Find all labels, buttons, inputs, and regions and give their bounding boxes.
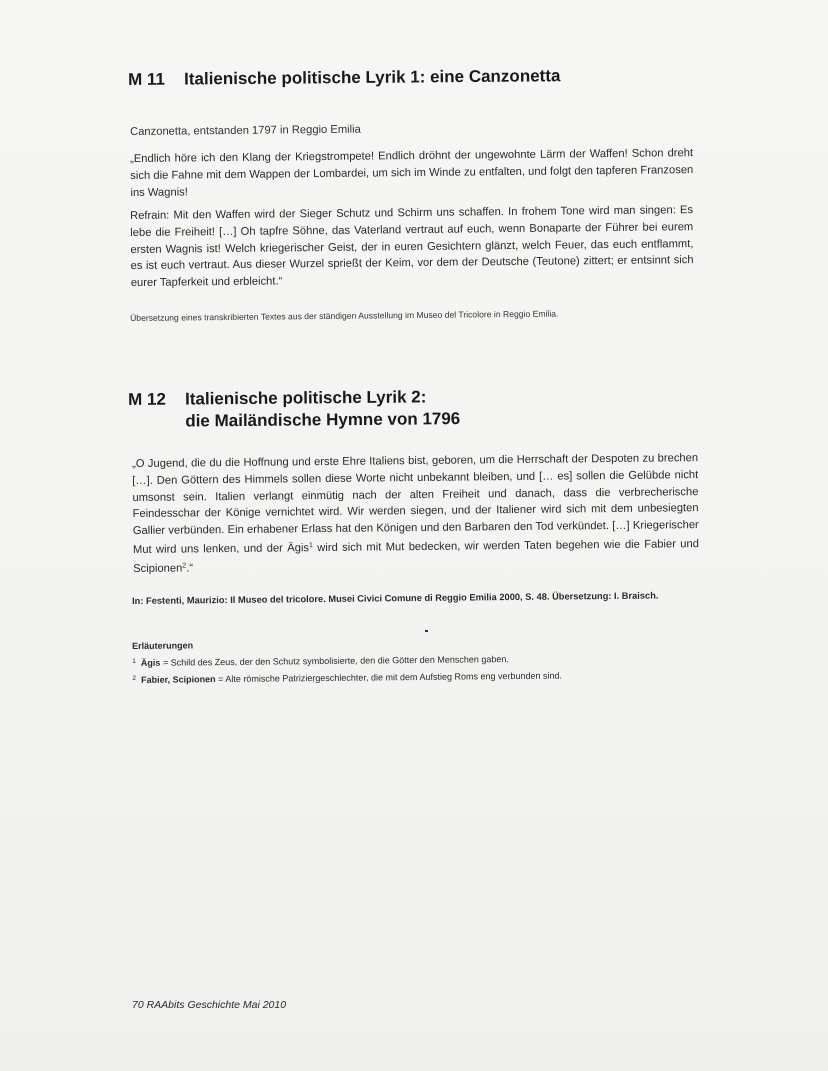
footnote-ref-1: 1 (308, 542, 313, 550)
footnote-2-number: 2 (132, 674, 137, 682)
footnote-2-term: Fabier, Scipionen (141, 674, 216, 685)
m12-title-line2: die Mailändische Hymne von 1796 (185, 409, 461, 431)
m12-quote (132, 450, 699, 577)
m11-subtitle: Canzonetta, entstanden 1797 in Reggio Emilia (130, 123, 361, 138)
footnote-1-term: Ägis (140, 657, 161, 668)
m12-quote-part1: „O Jugend, die du die Hoffnung und erste Ehre Italiens bist, geboren, um die Herrschaft der Despoten zu brechen […]. Den Göttern des Himmels sollen diese Worte nicht unbekannt bleiben, und [… es] sollen die Gelübde nicht umsonst sein. Italien verlangt einmütig nach der alten Freiheit und danach, dass die verbrecherische Feindesschar der Könige vernichtet wird. Wir werden siegen, und der Italiener wird sich mit dem unbesiegten Gallier verbünden. Ein erhabener Erlass hat den Königen und den Barbaren den Tod verkündet. […] Kriegerischer Mut wird uns lenken, und der Ägis (132, 452, 699, 556)
m12-quote-part2: wird sich mit Mut bedecken, wir werden Taten begehen wie die Fabier und Scipionen (133, 538, 700, 575)
m12-quote-part3: .“ (186, 562, 194, 575)
footnote-1-text: = Schild des Zeus, der den Schutz symbolisierte, den die Götter den Menschen gaben. (160, 654, 509, 668)
notes-heading: Erläuterungen (132, 640, 194, 651)
footnote-ref-2: 2 (182, 562, 187, 570)
m11-refrain: Refrain: Mit den Waffen wird der Sieger Schutz und Schirm uns schaffen. In frohem Tone wird man singen: Es lebe die Freiheit! […] Oh tapfre Söhne, das Vaterland vertraut auf euch, wenn Bonaparte der Führer bei eurem ersten Wagnis ist! Welch kriegerischer Geist, der in euren Gesichtern glänzt, welch Feuer, das euch entflammt, es ist euch vertraut. Aus dieser Wurzel sprießt der Keim, vor dem der Deutsche (Teutone) zittert; er entsinnt sich eurer Tapferkeit und erbleicht.“ (130, 204, 694, 290)
footnote-2-text: = Alte römische Patriziergeschlechter, die mit dem Aufstieg Roms eng verbunden sind. (215, 670, 563, 685)
notes-section (132, 633, 698, 688)
m12-title-line1: Italienische politische Lyrik 2: (185, 387, 427, 409)
m11-source: Übersetzung eines transkribierten Textes aus der ständigen Ausstellung im Museo del Tricolore in Reggio Emilia. (130, 308, 559, 323)
scan-speck (425, 630, 428, 632)
m11-number: M 11 (128, 69, 166, 89)
m12-number: M 12 (128, 389, 166, 409)
footnote-1-number: 1 (132, 657, 136, 665)
page-footer: 70 RAAbits Geschichte Mai 2010 (132, 999, 287, 1011)
m11-quote: „Endlich höre ich den Klang der Kriegstrompete! Endlich dröhnt der ungewohnte Lärm der Waffen! Schon dreht sich die Fahne mit dem Wappen der Lombardei, um sich im Winde zu entfalten, und folgt den tapferen Franzosen ins Wagnis! (130, 147, 694, 199)
m11-heading (128, 65, 560, 91)
m12-source: In: Festenti, Maurizio: Il Museo del tricolore. Musei Civici Comune di Reggio Emilia 2000, S. 48. Übersetzung: I. Braisch. (132, 590, 659, 606)
m11-title: Italienische politische Lyrik 1: eine Canzonetta (184, 66, 561, 89)
m12-heading (128, 386, 460, 433)
